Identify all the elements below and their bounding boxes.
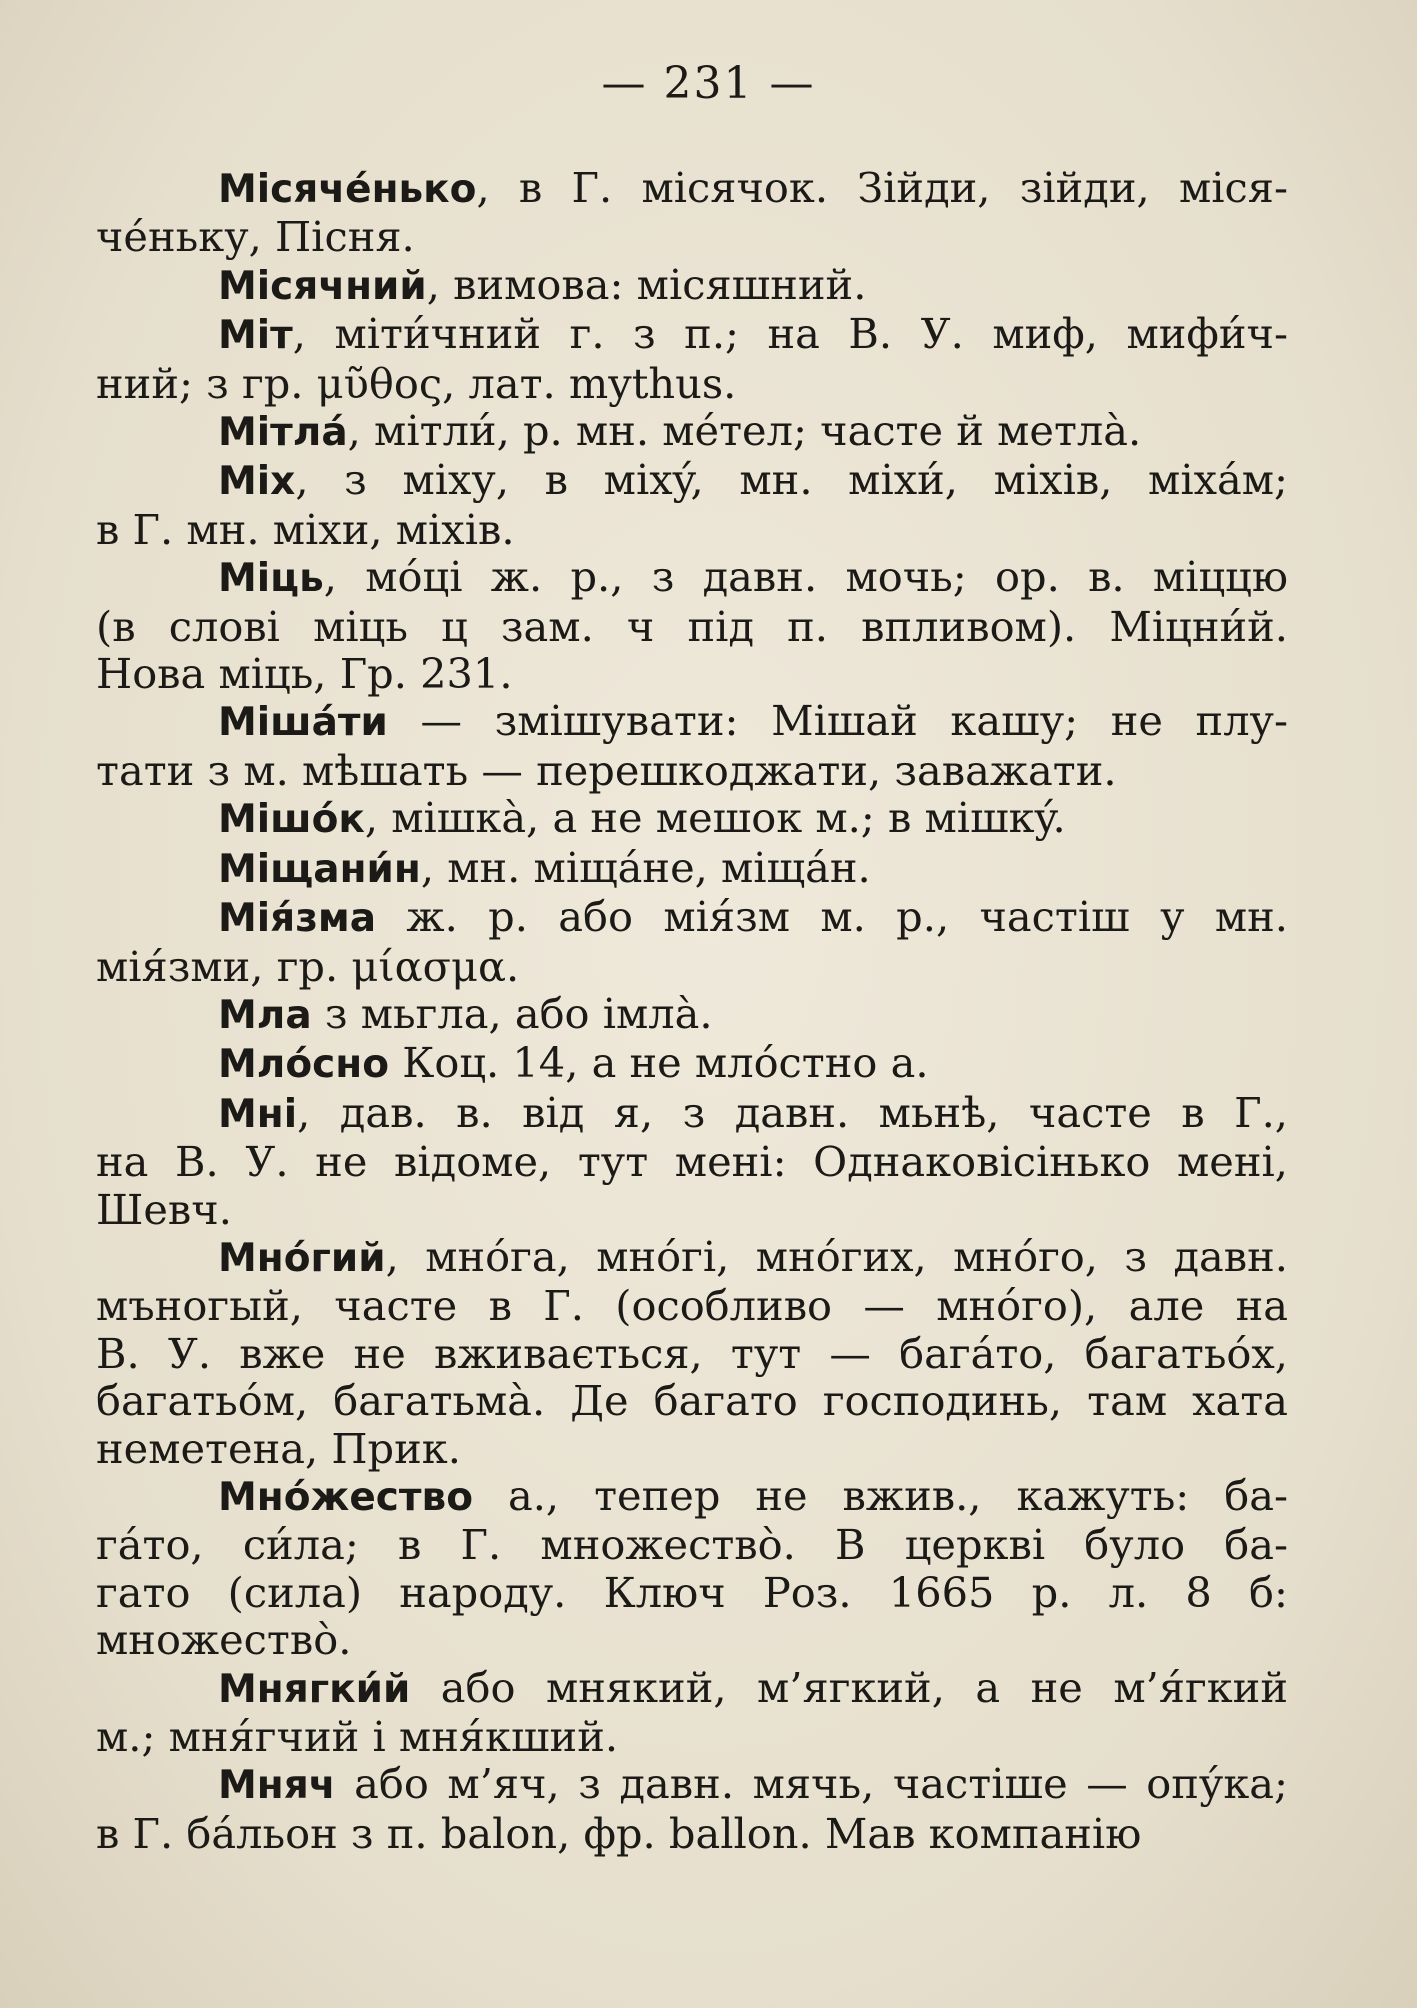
entry-text: багатьо́м, багатьма̀. Де багато господинь, там хата [96, 1376, 1288, 1426]
entry-first-line [96, 893, 1288, 942]
entry-text: мъногый, часте в Г. (особливо — мно́го), але на [96, 1281, 1288, 1331]
entry-continuation-line [96, 1810, 1288, 1857]
entry-continuation-line [96, 1186, 1288, 1233]
entry-text: , дав. в. від я, з давн. мьнѣ, часте в Г., [297, 1087, 1288, 1137]
entry-first-line [96, 1472, 1288, 1521]
entry-text: ний; з гр. μῦθος, лат. mythus. [96, 358, 737, 408]
entry-continuation-line [96, 603, 1288, 650]
entry-text: неметена, Прик. [96, 1423, 461, 1473]
entry-text: — змішувати: Мішай кашу; не плу- [387, 696, 1288, 746]
headword: Мла [218, 992, 312, 1038]
entry-text: в Г. мн. міхи, міхів. [96, 504, 515, 554]
entry-text: Нова міць, Гр. 231. [96, 649, 513, 699]
entry-text: че́ньку, Пісня. [96, 212, 415, 262]
entry-text: гато (сила) народу. Ключ Роз. 1665 р. л. 8 б: [96, 1567, 1288, 1617]
entry-first-line [96, 1233, 1288, 1282]
entry-continuation-line [96, 213, 1288, 260]
entry-text: , мітли́, р. мн. ме́тел; часте й метла̀. [347, 406, 1142, 456]
entry-first-line [96, 794, 1288, 843]
page-number: — 231 — [601, 58, 816, 109]
headword: Міт [218, 313, 293, 359]
entry-first-line [96, 164, 1288, 213]
headword: Мітла́ [218, 410, 348, 456]
entry-continuation-line [96, 943, 1288, 990]
headword: Мішо́к [218, 797, 365, 843]
entry-text: а., тепер не вжив., кажуть: ба- [473, 1470, 1288, 1520]
entry-text: або м’яч, з давн. мячь, частіше — опу́ка; [335, 1759, 1288, 1809]
entry-text: , мно́га, мно́гі, мно́гих, мно́го, з давн. [385, 1231, 1288, 1281]
entry-continuation-line [96, 1521, 1288, 1568]
entry-text: В. У. вже не вживається, тут — бага́то, багатьо́х, [96, 1328, 1288, 1378]
entry-text: з мьгла, або імла̀. [311, 988, 713, 1038]
entry-text: , з міху, в міхý, мн. міхи́, міхів, міха́м; [295, 455, 1288, 505]
entry-text: ж. р. або мія́зм м. р., частіш у мн. [376, 892, 1288, 942]
entry-first-line [96, 1039, 1288, 1088]
headword: Мія́зма [218, 896, 377, 942]
headword: Мнягки́й [218, 1666, 411, 1712]
headword: Міщани́н [218, 846, 421, 892]
entry-text: (в слові міць ц зам. ч під п. впливом). Міцни́й. [96, 601, 1288, 651]
entry-text: , в Г. місячок. Зійди, зійди, міся- [476, 163, 1288, 212]
entry-text: , мішка̀, а не мешок м.; в мішкý. [364, 793, 1066, 843]
headword: Міць [218, 556, 324, 602]
entry-continuation-line [96, 1282, 1288, 1329]
entry-text: м.; мня́гчий і мня́кший. [96, 1712, 619, 1761]
entry-text: тати з м. мѣшать — перешкоджати, заважати. [96, 745, 1117, 795]
entry-text: , мн. міща́не, міща́н. [420, 842, 871, 892]
entry-continuation-line [96, 1425, 1288, 1472]
entry-text: Коц. 14, а не мло́стно а. [389, 1038, 929, 1088]
headword: Мно́жество [218, 1474, 474, 1520]
entry-first-line [96, 261, 1288, 310]
headword: Мно́гий [218, 1235, 386, 1281]
entry-first-line [96, 456, 1288, 505]
entry-text: , мо́ці ж. р., з давн. мочь; ор. в. міццю [323, 552, 1288, 602]
entry-first-line [96, 1760, 1288, 1809]
entry-continuation-line [96, 1377, 1288, 1424]
headword: Мло́сно [218, 1042, 390, 1088]
entry-text: множество̀. [96, 1615, 352, 1665]
entry-text: на В. У. не відоме, тут мені: Однаковісінько мені, [96, 1137, 1288, 1187]
entry-continuation-line [96, 1330, 1288, 1377]
headword: Мні [218, 1091, 298, 1137]
entry-continuation-line [96, 1138, 1288, 1185]
entry-text: мія́зми, гр. μίασμα. [96, 941, 520, 991]
entry-first-line [96, 1089, 1288, 1138]
entry-text: , міти́чний г. з п.; на В. У. миф, мифи́ч- [292, 309, 1288, 359]
entry-continuation-line [96, 650, 1288, 697]
entry-text: га́то, си́ла; в Г. множество̀. В церкві було ба- [96, 1520, 1288, 1570]
headword: Місяче́нько [218, 167, 477, 212]
entry-first-line [96, 697, 1288, 746]
entry-text: в Г. ба́льон з п. balon, фр. ballon. Мав компанію [96, 1808, 1142, 1858]
entry-first-line [96, 310, 1288, 359]
entry-continuation-line [96, 1713, 1288, 1760]
entry-first-line [96, 1664, 1288, 1713]
entry-first-line [96, 553, 1288, 602]
entry-continuation-line [96, 747, 1288, 794]
entry-text: або мнякий, м’ягкий, а не м’я́гкий [410, 1662, 1288, 1712]
entry-continuation-line [96, 506, 1288, 553]
entry-text: , вимова: місяшний. [426, 259, 867, 309]
entry-text: Шевч. [96, 1184, 232, 1234]
entry-continuation-line [96, 1616, 1288, 1663]
headword: Місячний [218, 263, 427, 309]
headword: Міша́ти [218, 700, 388, 746]
entry-first-line [96, 407, 1288, 456]
headword: Мняч [218, 1763, 336, 1809]
entry-first-line [96, 990, 1288, 1039]
headword: Міх [218, 459, 296, 505]
dictionary-text [96, 164, 1288, 1857]
entry-continuation-line [96, 1569, 1288, 1616]
entry-continuation-line [96, 360, 1288, 407]
entry-first-line [96, 844, 1288, 893]
